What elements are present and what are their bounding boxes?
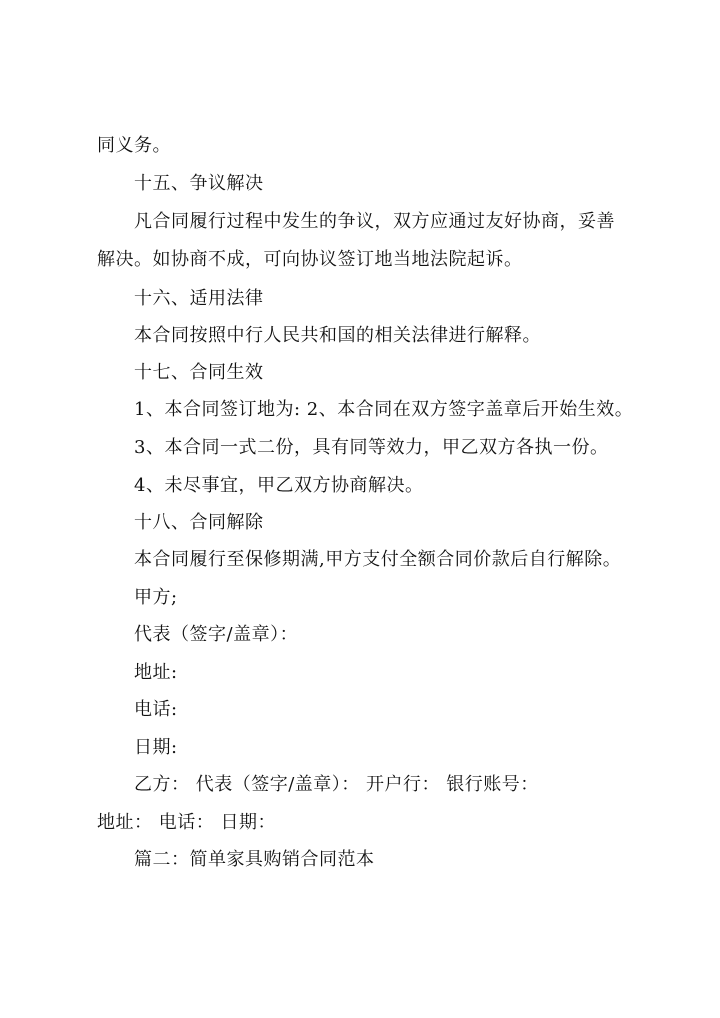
text-line: 解决。如协商不成，可向协议签订地当地法院起诉。: [97, 249, 523, 270]
text-line: 1、本合同签订地为: 2、本合同在双方签字盖章后开始生效。: [134, 399, 634, 420]
text-line: 4、未尽事宜，甲乙双方协商解决。: [134, 475, 424, 496]
section-heading: 十八、合同解除: [134, 512, 264, 533]
text-line: 同义务。: [97, 135, 171, 156]
section-heading: 十七、合同生效: [134, 362, 264, 383]
text-line: 3、本合同一式二份，具有同等效力，甲乙双方各执一份。: [134, 437, 609, 458]
address-field: 地址:: [134, 662, 178, 683]
text-line: 本合同按照中行人民共和国的相关法律进行解释。: [134, 325, 541, 346]
date-field: 日期:: [134, 737, 178, 758]
phone-field: 电话:: [134, 699, 178, 720]
section-heading: 十五、争议解决: [134, 173, 264, 194]
text-line: 本合同履行至保修期满,甲方支付全额合同价款后自行解除。: [134, 549, 622, 570]
representative-field: 代表（签字/盖章）：: [134, 624, 299, 645]
party-b-fields: 乙方： 代表（签字/盖章）： 开户行： 银行账号：: [134, 774, 539, 795]
text-line: 凡合同履行过程中发生的争议，双方应通过友好协商，妥善: [134, 211, 615, 232]
chapter-heading: 篇二：简单家具购销合同范本: [134, 849, 375, 870]
party-a-label: 甲方;: [134, 587, 178, 608]
section-heading: 十六、适用法律: [134, 288, 264, 309]
party-b-contact-fields: 地址： 电话： 日期：: [97, 812, 276, 833]
